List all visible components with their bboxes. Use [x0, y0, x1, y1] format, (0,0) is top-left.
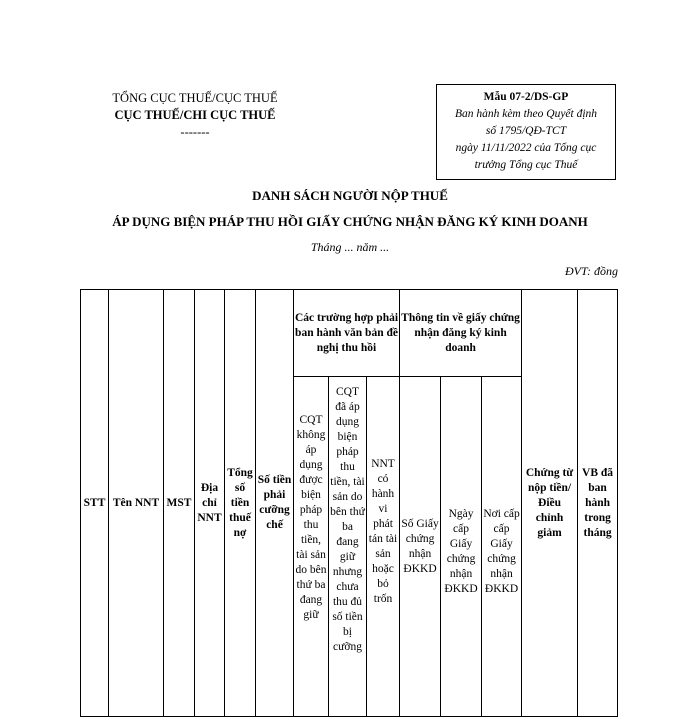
header-payment-vouchers: Chứng từ nộp tiền/Điều chỉnh giảm	[522, 290, 578, 717]
header-case-asset-dispersal: NNT có hành vi phát tán tài sản hoặc bỏ trốn	[367, 377, 400, 717]
decision-line-2: số 1795/QĐ-TCT	[485, 125, 567, 137]
document-title: DANH SÁCH NGƯỜI NỘP THUẾ	[252, 188, 448, 203]
decision-line-1: Ban hành kèm theo Quyết định	[454, 108, 598, 120]
header-address: Địa chỉ NNT	[195, 290, 225, 717]
header-enforcement-amount: Số tiền phải cưỡng chế	[256, 290, 294, 717]
decision-line-4: trưởng Tổng cục Thuế	[474, 159, 578, 171]
header-group-license: Thông tin về giấy chứng nhận đăng ký kinh doanh	[400, 290, 522, 377]
header-case-not-applied: CQT không áp dụng được biện pháp thu tiền, tài sản do bên thứ ba đang giữ	[294, 377, 329, 717]
header-license-number: Số Giấy chứng nhận ĐKKD	[400, 377, 441, 717]
form-code-box	[436, 84, 616, 180]
taxpayer-table	[80, 289, 618, 717]
decision-line-3: ngày 11/11/2022 của Tổng cục	[455, 142, 597, 154]
header-group-cases: Các trường hợp phải ban hành văn bản đề nghị thu hồi	[294, 290, 400, 377]
header-total-debt: Tổng số tiền thuế nợ	[225, 290, 256, 717]
header-license-date: Ngày cấp Giấy chứng nhận ĐKKD	[441, 377, 482, 717]
header-case-insufficient: CQT đã áp dụng biện pháp thu tiền, tài sản do bên thứ ba đang giữ nhưng chưa thu đủ số tiền bị cưỡng	[329, 377, 367, 717]
header-issued-documents: VB đã ban hành trong tháng	[578, 290, 618, 717]
issuer-header	[70, 90, 320, 141]
form-code: Mẫu 07-2/DS-GP	[483, 91, 569, 103]
issuer-line-2: CỤC THUẾ/CHI CỤC THUẾ	[114, 108, 276, 122]
header-taxpayer-name: Tên NNT	[109, 290, 164, 717]
currency-unit: ĐVT: đồng	[564, 264, 618, 278]
header-tax-code: MST	[164, 290, 195, 717]
issuer-separator: -------	[180, 125, 210, 139]
header-license-place: Nơi cấp cấp Giấy chứng nhận ĐKKD	[482, 377, 522, 717]
report-period: Tháng ... năm ...	[310, 240, 390, 254]
document-subtitle: ÁP DỤNG BIỆN PHÁP THU HỒI GIẤY CHỨNG NHẬN ĐĂNG KÝ KINH DOANH	[112, 214, 588, 229]
issuer-line-1: TỔNG CỤC THUẾ/CỤC THUẾ	[112, 91, 278, 105]
header-stt: STT	[81, 290, 109, 717]
